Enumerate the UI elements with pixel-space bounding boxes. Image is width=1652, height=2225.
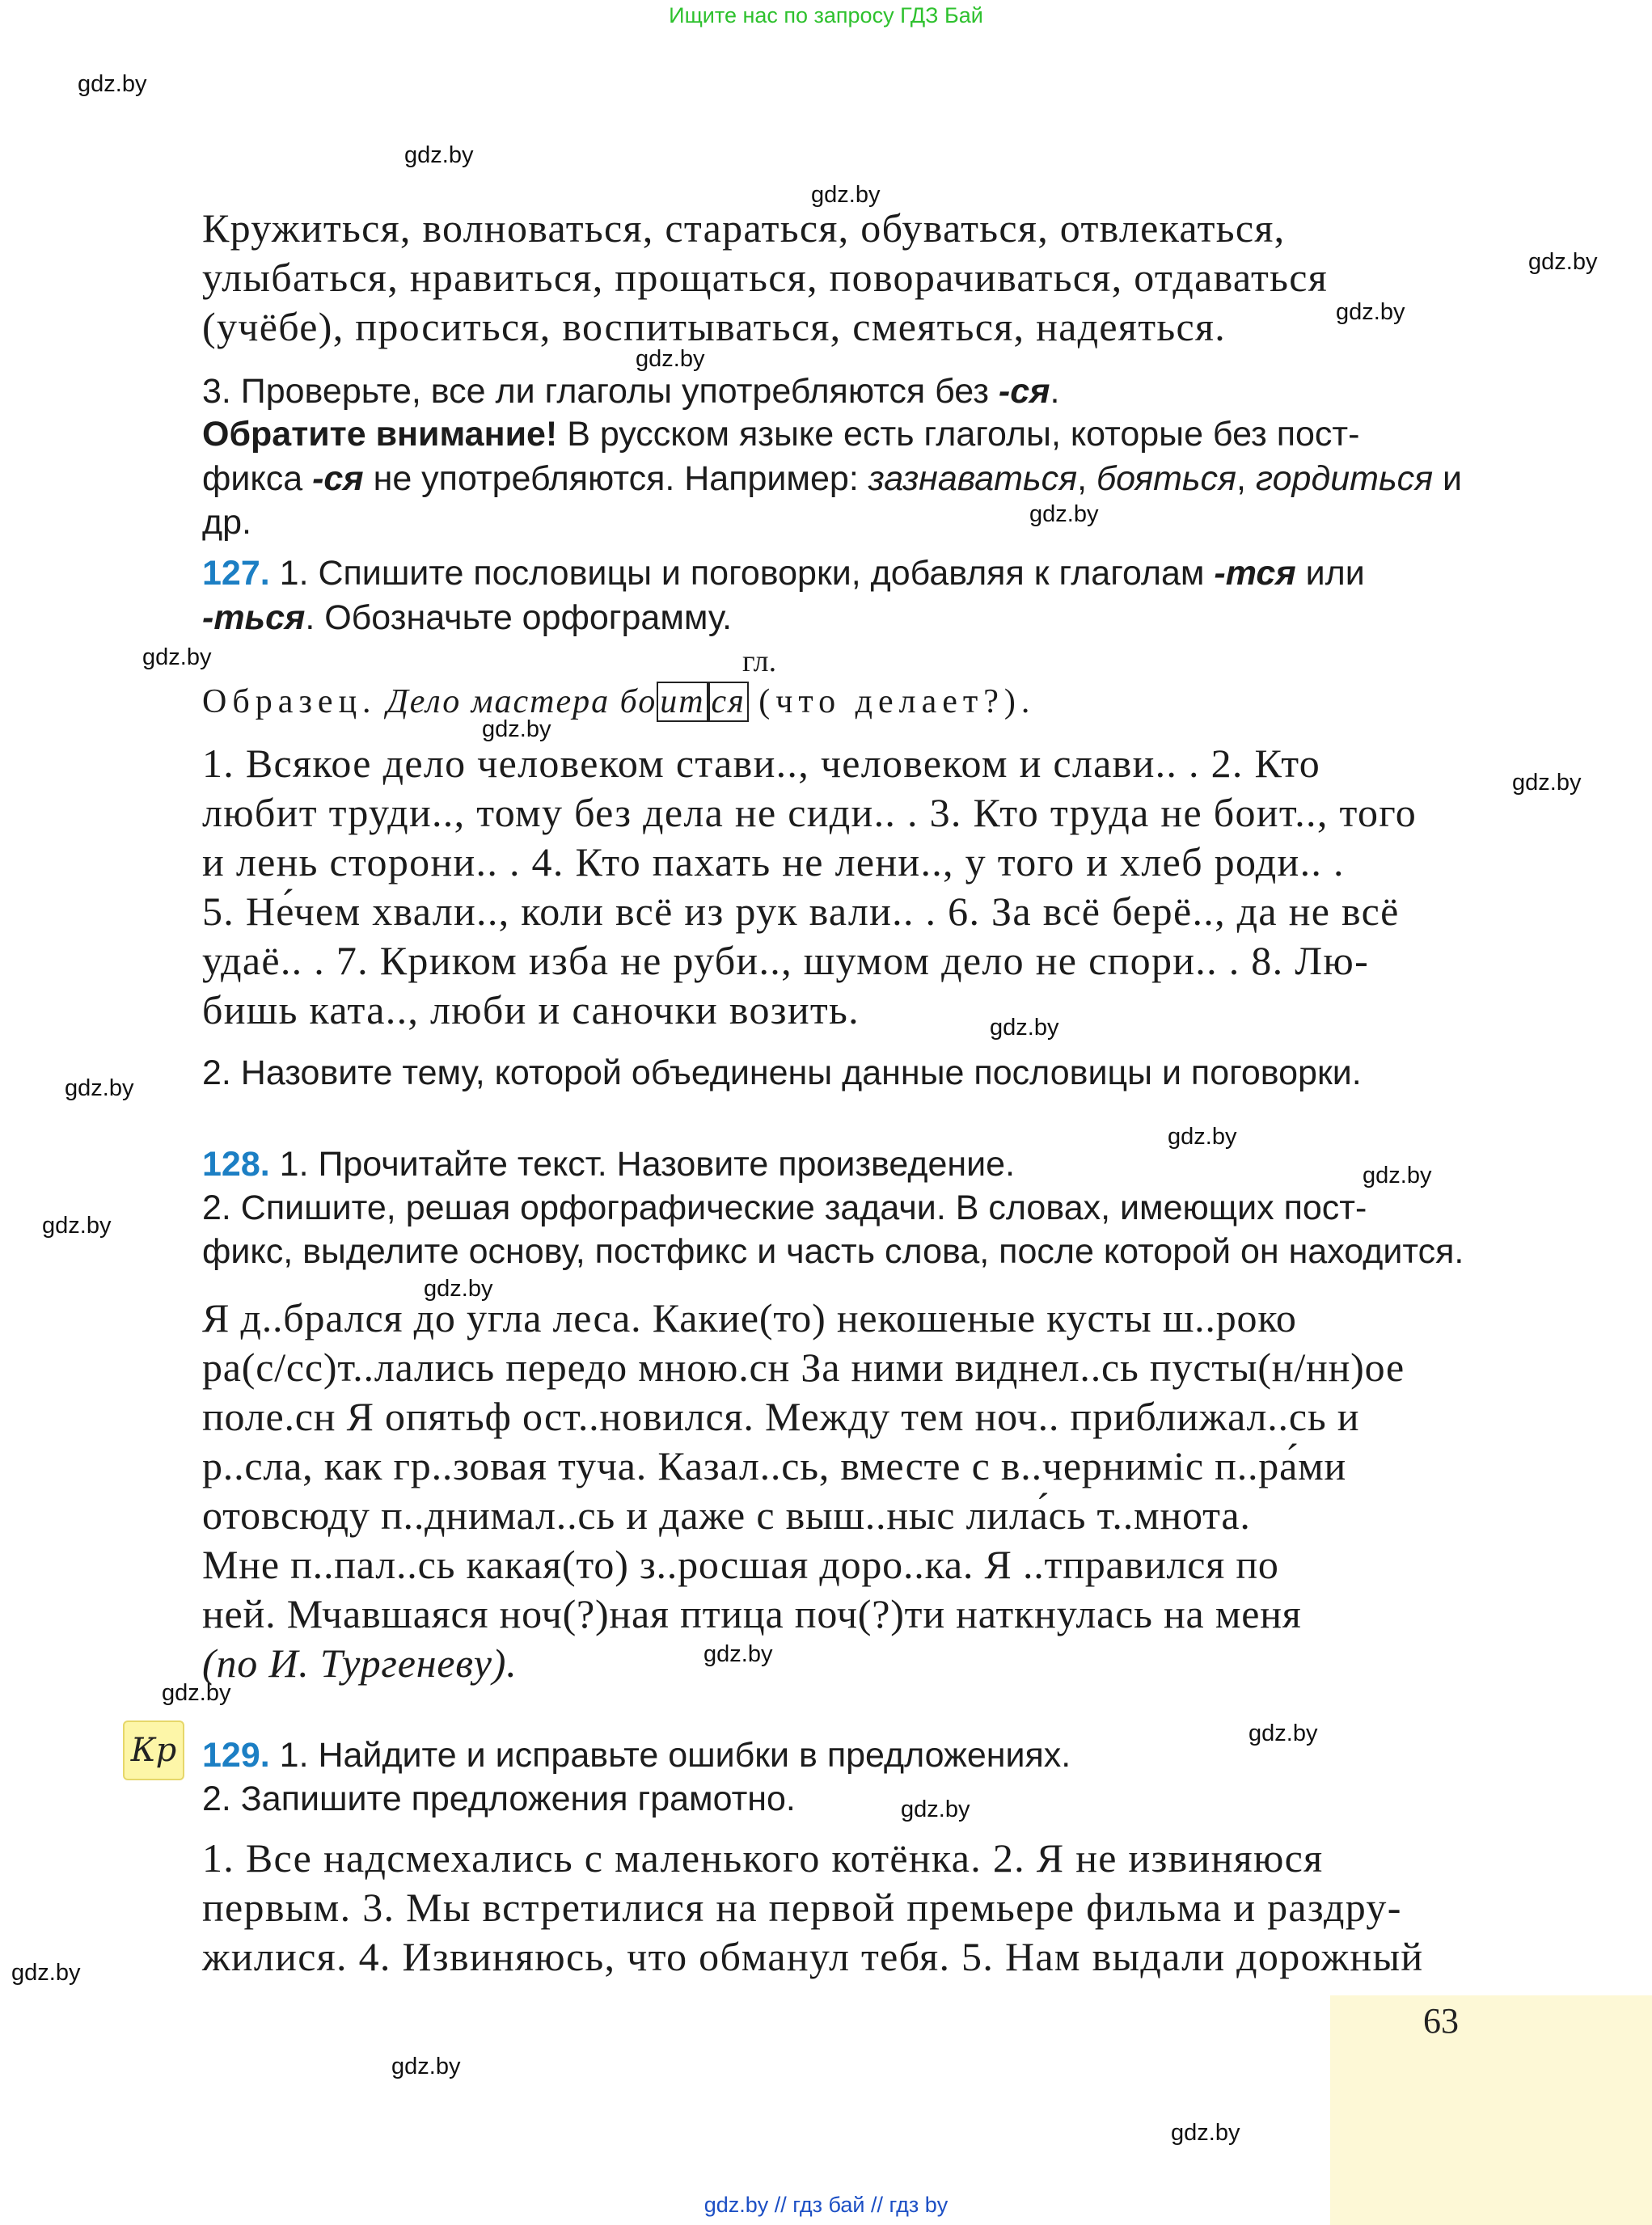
note-block: Обратите внимание! В русском языке есть глаголы, которые без пост-	[202, 415, 1360, 454]
watermark: gdz.by	[11, 1960, 81, 1986]
sample-postfix-box: ся	[708, 682, 749, 722]
exercise-127-header-line2: -ться. Обозначьте орфограмму.	[202, 598, 733, 637]
watermark: gdz.by	[1528, 249, 1598, 275]
text-129-line: 1. Все надсмехались с маленького котёнка. 2. Я не извиняюся	[202, 1835, 1324, 1881]
proverb-line: бишь ката.., люби и саночки возить.	[202, 987, 860, 1032]
text-128-line: Мне п..пал..сь какая(то) з..росшая доро..ка. Я ..тправился по	[202, 1542, 1279, 1587]
exercise-127-header: 127. 1. Спишите пословицы и поговорки, добавляя к глаголам -тся или	[202, 554, 1365, 593]
watermark: gdz.by	[1512, 770, 1582, 796]
watermark: gdz.by	[1249, 1720, 1318, 1746]
proverb-line: 5. Не́чем хвали.., коли всё из рук вали.. . 6. За всё берё.., да не всё	[202, 889, 1400, 934]
footer-links[interactable]: gdz.by // гдз бай // гдз by	[703, 2193, 949, 2217]
exercise-128-line2: 2. Спишите, решая орфографические задачи. В словах, имеющих пост-	[202, 1188, 1367, 1227]
control-work-badge: Кр	[123, 1720, 184, 1780]
text-128-line: ра(с/сс)т..лались передо мною.сн За ними виднел..сь пусты(н/нн)ое	[202, 1345, 1405, 1390]
watermark: gdz.by	[424, 1276, 493, 1302]
text-129-line: первым. 3. Мы встретилися на первой премьере фильма и раздру-	[202, 1885, 1402, 1930]
text-128-line: Я д..брался до угла леса. Какие(то) некошеные кусты ш..роко	[202, 1295, 1297, 1340]
text-128-line: р..сла, как гр..зовая туча. Казал..сь, вместе с в..черниміс п..ра́ми	[202, 1443, 1347, 1488]
text-128-attribution: (по И. Тургеневу).	[202, 1640, 518, 1686]
verb-list-line: улыбаться, нравиться, прощаться, поворачиваться, отдаваться	[202, 255, 1329, 300]
exercise-128-line3: фикс, выделите основу, постфикс и часть слова, после которой он находится.	[202, 1232, 1464, 1271]
watermark: gdz.by	[1171, 2120, 1240, 2146]
exercise-128-header: 128. 1. Прочитайте текст. Назовите произведение.	[202, 1145, 1016, 1184]
watermark: gdz.by	[636, 346, 705, 372]
page-corner-decoration	[1330, 1995, 1652, 2225]
top-banner[interactable]: Ищите нас по запросу ГДЗ Бай	[669, 3, 983, 27]
sample-ending-box: ит	[657, 682, 708, 722]
verb-list-line: (учёбе), проситься, воспитываться, смеяться, надеяться.	[202, 304, 1227, 349]
watermark: gdz.by	[703, 1641, 773, 1667]
watermark: gdz.by	[990, 1015, 1059, 1041]
watermark: gdz.by	[391, 2054, 461, 2079]
exercise-number: 129.	[202, 1736, 270, 1775]
exercise-129-header: 129. 1. Найдите и исправьте ошибки в предложениях.	[202, 1736, 1071, 1775]
proverb-line: 1. Всякое дело человеком стави.., человеком и слави.. . 2. Кто	[202, 741, 1321, 786]
watermark: gdz.by	[162, 1680, 231, 1706]
verb-list-line: Кружиться, волноваться, стараться, обуваться, отвлекаться,	[202, 205, 1286, 251]
exercise-number: 127.	[202, 554, 270, 593]
watermark: gdz.by	[142, 644, 212, 670]
exercise-number: 128.	[202, 1145, 270, 1184]
watermark: gdz.by	[1168, 1124, 1237, 1150]
watermark: gdz.by	[482, 716, 551, 742]
text-129-line: жилися. 4. Извиняюсь, что обманул тебя. 5. Нам выдали дорожный	[202, 1934, 1424, 1979]
watermark: gdz.by	[811, 182, 881, 208]
watermark: gdz.by	[1363, 1163, 1432, 1188]
proverb-line: и лень сторони.. . 4. Кто пахать не лени.., у того и хлеб роди.. .	[202, 839, 1345, 885]
text-128-line: ней. Мчавшаяся ноч(?)ная птица поч(?)ти наткнулась на меня	[202, 1591, 1302, 1636]
proverb-line: любит труди.., тому без дела не сиди.. . 3. Кто труда не боит.., того	[202, 790, 1418, 835]
watermark: gdz.by	[78, 71, 147, 97]
text-128-line: поле.сн Я опятьф ост..новился. Между тем ноч.. приближал..сь и	[202, 1394, 1360, 1439]
proverb-line: удаё.. . 7. Криком изба не руби.., шумом дело не спори.. . 8. Лю-	[202, 938, 1370, 983]
note-block-line2: фикса -ся не употребляются. Например: зазнаваться, бояться, гордиться и др.	[202, 459, 1463, 542]
sample-line: Образец. Дело мастера боит ся (что делает?).	[202, 683, 1036, 720]
watermark: gdz.by	[42, 1213, 112, 1239]
note-label: Обратите внимание!	[202, 415, 558, 454]
task-126-3: 3. Проверьте, все ли глаголы употребляются без -ся.	[202, 372, 1060, 411]
text-128-line: отовсюду п..днимал..сь и даже с выш..ныс лила́сь т..мнота.	[202, 1492, 1251, 1538]
page-number: 63	[1423, 2001, 1459, 2041]
watermark: gdz.by	[1029, 501, 1099, 527]
sample-gl-label: гл.	[742, 644, 777, 678]
watermark: gdz.by	[65, 1075, 134, 1101]
exercise-129-line2: 2. Запишите предложения грамотно.	[202, 1780, 796, 1818]
watermark: gdz.by	[1336, 299, 1405, 325]
exercise-127-task2: 2. Назовите тему, которой объединены данные пословицы и поговорки.	[202, 1053, 1362, 1092]
watermark: gdz.by	[901, 1796, 970, 1822]
watermark: gdz.by	[404, 142, 474, 168]
